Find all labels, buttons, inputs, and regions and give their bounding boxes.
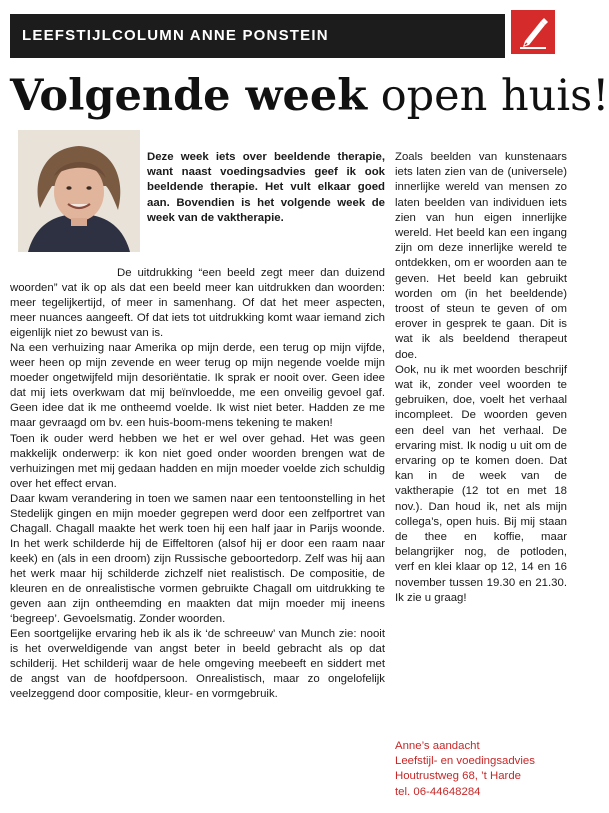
article-paragraph: Na een verhuizing naar Amerika op mijn derde, een terug op mijn vijfde, weer heen op mijn zevende en weer terug op mijn negende voelde mijn moeder ongetwijfeld mijn desoriëntatie. Ik sprak er nooit over. Geen idee dat mij iets overkwam dat mij beïnvloedde, me een onveilig gevoel gaf. Geen idee dat ik me ontheemd voelde. Ik wist niet beter. Hadden ze me maar gevraagd om bv. een huis-boom-mens tekening te maken! (10, 342, 385, 430)
intro-text: Deze week iets over beeldende therapie, want naast voedingsadvies geef ik ook beeldende therapie. Het vult elkaar goed aan. Bovendien is het volgende week de week van de vaktherapie. (147, 151, 385, 224)
headline-bold: Volgende week (10, 71, 368, 121)
column-header-label: LEEFSTIJLCOLUMN ANNE PONSTEIN (22, 27, 329, 44)
article-paragraph: Zoals beelden van kunstenaars iets laten zien van de (universele) innerlijke wereld van mensen zo laten beelden van individuen iets zien van hun eigen innerlijke wereld. Het beeld kan een ingang zijn om deze innerlijke wereld te ontdekken, om er woorden aan te geven. Het beeld kan gebruikt worden om (in het beeldende) troost of steun te geven of om erover in gesprek te gaan. Dit is wat ik als beeldend therapeut doe. (395, 151, 567, 361)
pen-icon (511, 10, 555, 54)
article-column-right (395, 150, 567, 606)
author-signature (395, 739, 567, 800)
column-header-bar (10, 14, 505, 58)
article-paragraph: Daar kwam verandering in toen we samen naar een tentoonstelling in het Stedelijk gingen en mijn moeder gegrepen werd door een zelfportret van Chagall. Chagall maakte het werk toen hij een half jaar in Parijs woonde. In het werk schilderde hij de Eiffeltoren (alsof hij er door een raam naar keek) en (als in een droom) zijn Russische geboortedorp. Zelf was hij aan het werk maar hij schilderde zichzelf niet realistisch. De compositie, de kleuren en de onrealistische vormen gebruikte Chagall om uitdrukking te geven aan zijn ontheemding en maakten dat mijn moeder mij ineens ‘begreep’. Gevoelsmatig. Zonder woorden. (10, 492, 385, 626)
article-paragraph: Een soortgelijke ervaring heb ik als ik ‘de schreeuw’ van Munch zie: nooit is het overweldigende van angst beter in beeld gebracht als op dat schilderij. Het schilderij waar de hele omgeving meebeeft en siddert met de angst van de hoofdpersoon. Onrealistisch, maar zo ongelofelijk veelzeggend door compositie, kleur- en vormgebruik. (10, 628, 385, 701)
signature-address: Houtrustweg 68, ’t Harde (395, 770, 521, 783)
author-portrait (18, 130, 140, 252)
article-paragraph: De uitdrukking “een beeld zegt meer dan duizend woorden” vat ik op als dat een beeld meer kan uitdrukken dan woorden: meer tegelijkertijd, of meer in samenhang. Of dat het meer aspecten, meer nuances aangeeft. Of dat iets tot uitdrukking komt waar iemand zich eigenlijk niet zo bewust van is. (10, 267, 385, 340)
headline-rest: open huis! (367, 71, 609, 121)
article-column-left (10, 266, 385, 702)
headline (10, 66, 609, 126)
signature-phone: tel. 06-44648284 (395, 785, 481, 798)
signature-name: Anne’s aandacht (395, 740, 480, 752)
signature-business: Leefstijl- en voedingsadvies (395, 755, 535, 768)
article-paragraph: Ook, nu ik met woorden beschrijf wat ik, zonder veel woorden te gebruiken, doe, voelt het verhaal incompleet. De woorden geven een deel van het verhaal. De ervaring mist. Ik nodig u uit om de ervaring op te komen doen. Dat kan in de week van de vaktherapie (12 tot en met 18 nov.). Dan houd ik, net als mijn collega’s, open huis. Bij mij staan de thee en koffie, maar belangrijker nog, de potloden, verf en klei klaar op 12, 14 en 16 november tussen 19.30 en 21.30. Ik zie u graag! (395, 363, 567, 604)
article-paragraph: Toen ik ouder werd hebben we het er wel over gehad. Het was geen makkelijk onderwerp: ik kon niet goed onder woorden brengen wat de verhuizingen met mij gedaan hadden en mijn moeder voelde zich schuldig over het effect ervan. (10, 432, 385, 490)
